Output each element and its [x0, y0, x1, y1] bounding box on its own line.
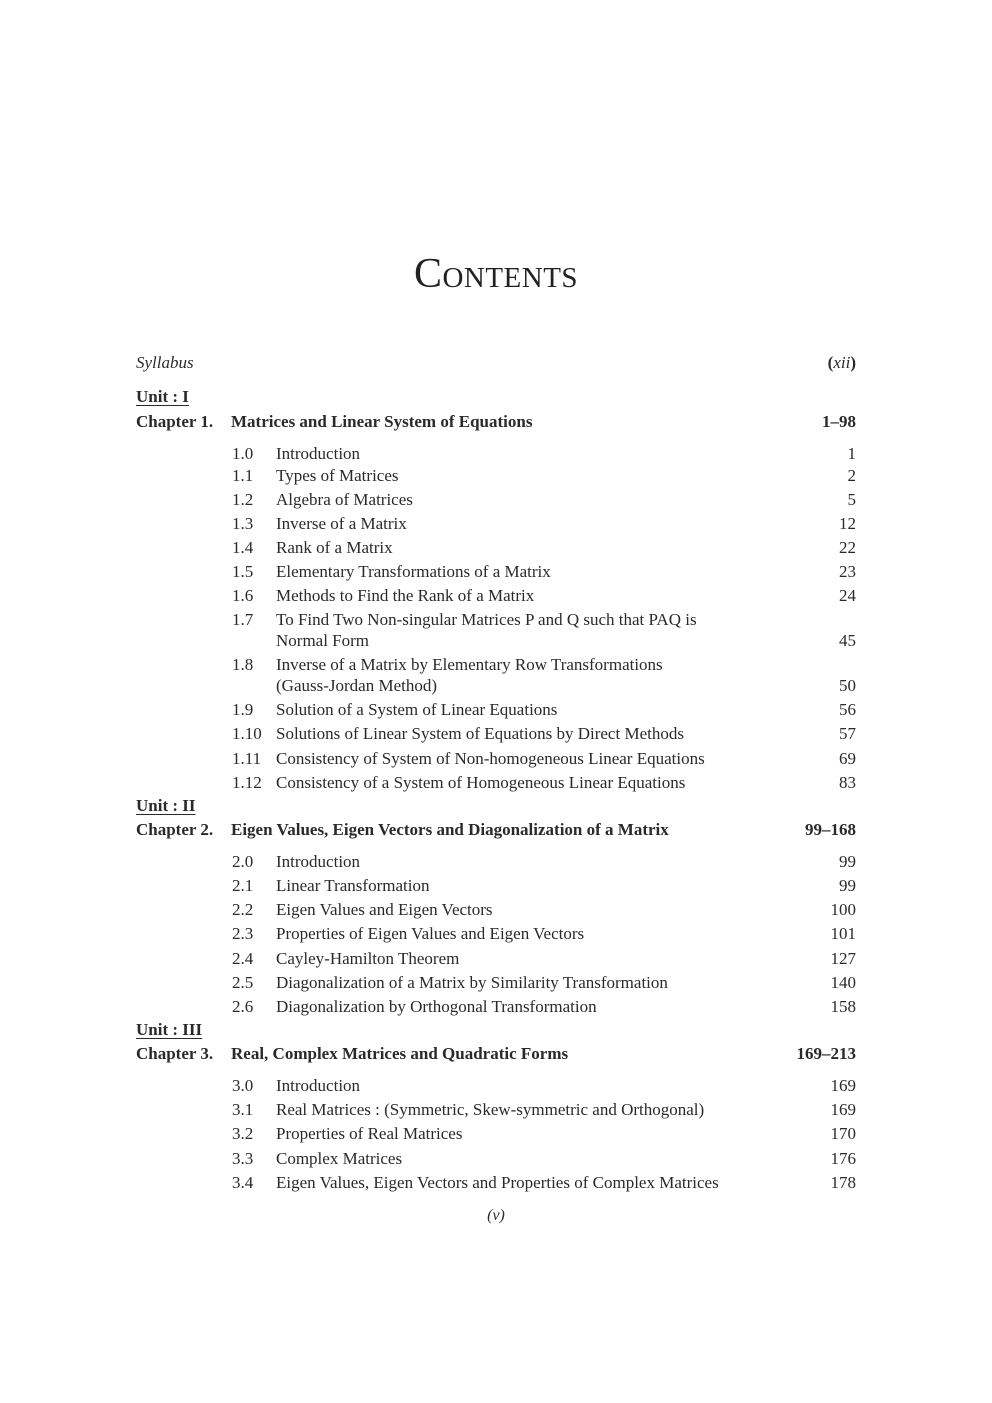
- section-title-line: Cayley-Hamilton Theorem: [276, 949, 460, 968]
- section-entry[interactable]: [136, 772, 856, 793]
- section-number: 3.2: [232, 1124, 254, 1143]
- section-title: [276, 1123, 796, 1144]
- section-title-line: Introduction: [276, 1076, 361, 1095]
- section-title-line: Introduction: [276, 852, 361, 871]
- section-number: 1.12: [232, 773, 262, 792]
- section-entry[interactable]: [136, 537, 856, 558]
- section-entry[interactable]: [136, 489, 856, 510]
- unit-heading: Unit : II: [136, 796, 196, 815]
- section-title: [276, 585, 796, 606]
- section-title-line: Solutions of Linear System of Equations by Direct Methods: [276, 724, 684, 743]
- section-entry[interactable]: [136, 1075, 856, 1096]
- section-title: [276, 465, 796, 486]
- section-number: 1.5: [232, 562, 254, 581]
- section-entry[interactable]: [136, 465, 856, 486]
- section-title-line: Diagonalization by Orthogonal Transformation: [276, 997, 597, 1016]
- section-title: [276, 561, 796, 582]
- section-page: 23: [839, 562, 856, 581]
- section-entry[interactable]: [136, 723, 856, 744]
- section-number: 1.7: [232, 610, 254, 629]
- section-title: [276, 1099, 796, 1120]
- section-title-line: Solution of a System of Linear Equations: [276, 700, 558, 719]
- section-title-line: Linear Transformation: [276, 876, 430, 895]
- section-number: 2.3: [232, 924, 254, 943]
- section-page: 45: [839, 631, 856, 650]
- section-number: 1.8: [232, 655, 254, 674]
- section-title: [276, 923, 796, 944]
- section-entry[interactable]: [136, 948, 856, 969]
- section-number: 1.9: [232, 700, 254, 719]
- section-entry[interactable]: [136, 699, 856, 720]
- chapter-label: Chapter 3.: [136, 1044, 214, 1063]
- chapter-pages: 1–98: [822, 412, 856, 431]
- chapter-title: Matrices and Linear System of Equations: [231, 412, 533, 431]
- section-title: [276, 1172, 796, 1193]
- section-title: [276, 513, 796, 534]
- section-title-line: Diagonalization of a Matrix by Similarity Transformation: [276, 973, 668, 992]
- section-entry[interactable]: [136, 1148, 856, 1169]
- section-page: 69: [839, 749, 856, 768]
- section-number: 3.0: [232, 1076, 254, 1095]
- section-number: 1.2: [232, 490, 254, 509]
- section-number: 2.4: [232, 949, 254, 968]
- syllabus-page: (xii): [827, 353, 856, 372]
- section-page: 176: [830, 1149, 856, 1168]
- section-page: 12: [839, 514, 856, 533]
- section-entry[interactable]: [136, 996, 856, 1017]
- section-title-line: (Gauss-Jordan Method): [276, 676, 437, 695]
- section-page: 22: [839, 538, 856, 557]
- page-number: (v): [487, 1207, 505, 1224]
- section-number: 1.1: [232, 466, 254, 485]
- section-title: [276, 748, 796, 769]
- unit-heading: Unit : III: [136, 1020, 203, 1039]
- unit-heading: Unit : I: [136, 387, 189, 406]
- section-page: 158: [830, 997, 856, 1016]
- section-title: [276, 972, 796, 993]
- section-title: [276, 654, 796, 696]
- section-page: 101: [830, 924, 856, 943]
- section-title: [276, 1148, 796, 1169]
- section-entry[interactable]: [136, 513, 856, 534]
- section-page: 169: [830, 1076, 856, 1095]
- section-entry[interactable]: [136, 875, 856, 896]
- section-title: [276, 609, 796, 651]
- chapter-pages: 99–168: [805, 820, 856, 839]
- section-title: [276, 996, 796, 1017]
- syllabus-label: Syllabus: [136, 353, 194, 372]
- section-entry[interactable]: [136, 899, 856, 920]
- section-title-line: Inverse of a Matrix by Elementary Row Transformations: [276, 655, 663, 674]
- section-page: 50: [839, 676, 856, 695]
- chapter-title: Eigen Values, Eigen Vectors and Diagonalization of a Matrix: [231, 820, 669, 839]
- section-number: 3.1: [232, 1100, 254, 1119]
- section-title-line: Complex Matrices: [276, 1149, 403, 1168]
- section-title-line: Real Matrices : (Symmetric, Skew-symmetric and Orthogonal): [276, 1100, 705, 1119]
- section-title-line: Inverse of a Matrix: [276, 514, 407, 533]
- section-entry[interactable]: [136, 851, 856, 872]
- section-title: [276, 875, 796, 896]
- chapter-entry[interactable]: [136, 820, 856, 842]
- section-entry[interactable]: [136, 972, 856, 993]
- section-entry[interactable]: [136, 1172, 856, 1193]
- section-page: 24: [839, 586, 856, 605]
- section-title: [276, 489, 796, 510]
- section-entry[interactable]: [136, 748, 856, 769]
- section-title-line: Eigen Values and Eigen Vectors: [276, 900, 493, 919]
- section-number: 2.5: [232, 973, 254, 992]
- chapter-pages: 169–213: [796, 1044, 856, 1063]
- chapter-label: Chapter 1.: [136, 412, 214, 431]
- section-number: 1.3: [232, 514, 254, 533]
- section-entry[interactable]: [136, 1099, 856, 1120]
- section-title-line: Consistency of a System of Homogeneous Linear Equations: [276, 773, 686, 792]
- section-title-line: Introduction: [276, 444, 361, 463]
- section-entry[interactable]: [136, 443, 856, 464]
- section-entry[interactable]: [136, 585, 856, 606]
- section-number: 1.0: [232, 444, 254, 463]
- section-entry[interactable]: [136, 609, 856, 651]
- section-page: 100: [830, 900, 856, 919]
- section-number: 2.6: [232, 997, 254, 1016]
- section-title: [276, 851, 796, 872]
- section-page: 57: [839, 724, 856, 743]
- section-page: 169: [830, 1100, 856, 1119]
- section-page: 99: [839, 876, 856, 895]
- section-number: 2.2: [232, 900, 254, 919]
- section-page: 170: [830, 1124, 856, 1143]
- section-title-line: Elementary Transformations of a Matrix: [276, 562, 551, 581]
- syllabus-entry: [136, 353, 856, 375]
- section-page: 56: [839, 700, 856, 719]
- section-title-line: Eigen Values, Eigen Vectors and Properties of Complex Matrices: [276, 1173, 719, 1192]
- chapter-title: Real, Complex Matrices and Quadratic Forms: [231, 1044, 569, 1063]
- section-page: 5: [847, 490, 856, 509]
- section-page: 127: [830, 949, 856, 968]
- section-page: 2: [847, 466, 856, 485]
- section-title-line: Properties of Real Matrices: [276, 1124, 463, 1143]
- section-page: 140: [830, 973, 856, 992]
- section-entry[interactable]: [136, 923, 856, 944]
- section-page: 83: [839, 773, 856, 792]
- section-number: 1.11: [232, 749, 262, 768]
- section-entry[interactable]: [136, 1123, 856, 1144]
- section-title: [276, 899, 796, 920]
- section-number: 2.0: [232, 852, 254, 871]
- page-title: Contents: [413, 251, 579, 297]
- chapter-entry[interactable]: [136, 412, 856, 434]
- section-entry[interactable]: [136, 654, 856, 696]
- section-title-line: Types of Matrices: [276, 466, 399, 485]
- section-page: 99: [839, 852, 856, 871]
- section-number: 1.10: [232, 724, 262, 743]
- section-title-line: Consistency of System of Non-homogeneous Linear Equations: [276, 749, 705, 768]
- section-number: 3.3: [232, 1149, 254, 1168]
- section-number: 3.4: [232, 1173, 254, 1192]
- section-title: [276, 1075, 796, 1096]
- section-title-line: Methods to Find the Rank of a Matrix: [276, 586, 535, 605]
- section-title: [276, 699, 796, 720]
- section-title: [276, 443, 796, 464]
- section-title: [276, 537, 796, 558]
- section-title-line: To Find Two Non-singular Matrices P and Q such that PAQ is: [276, 610, 697, 629]
- section-number: 2.1: [232, 876, 254, 895]
- chapter-label: Chapter 2.: [136, 820, 214, 839]
- section-title: [276, 772, 796, 793]
- section-number: 1.4: [232, 538, 254, 557]
- section-title-line: Normal Form: [276, 631, 370, 650]
- section-title-line: Rank of a Matrix: [276, 538, 393, 557]
- section-page: 178: [830, 1173, 856, 1192]
- chapter-entry[interactable]: [136, 1044, 856, 1066]
- section-entry[interactable]: [136, 561, 856, 582]
- section-title: [276, 723, 796, 744]
- section-title-line: Algebra of Matrices: [276, 490, 413, 509]
- section-number: 1.6: [232, 586, 254, 605]
- section-title-line: Properties of Eigen Values and Eigen Vectors: [276, 924, 585, 943]
- section-page: 1: [847, 444, 856, 463]
- section-title: [276, 948, 796, 969]
